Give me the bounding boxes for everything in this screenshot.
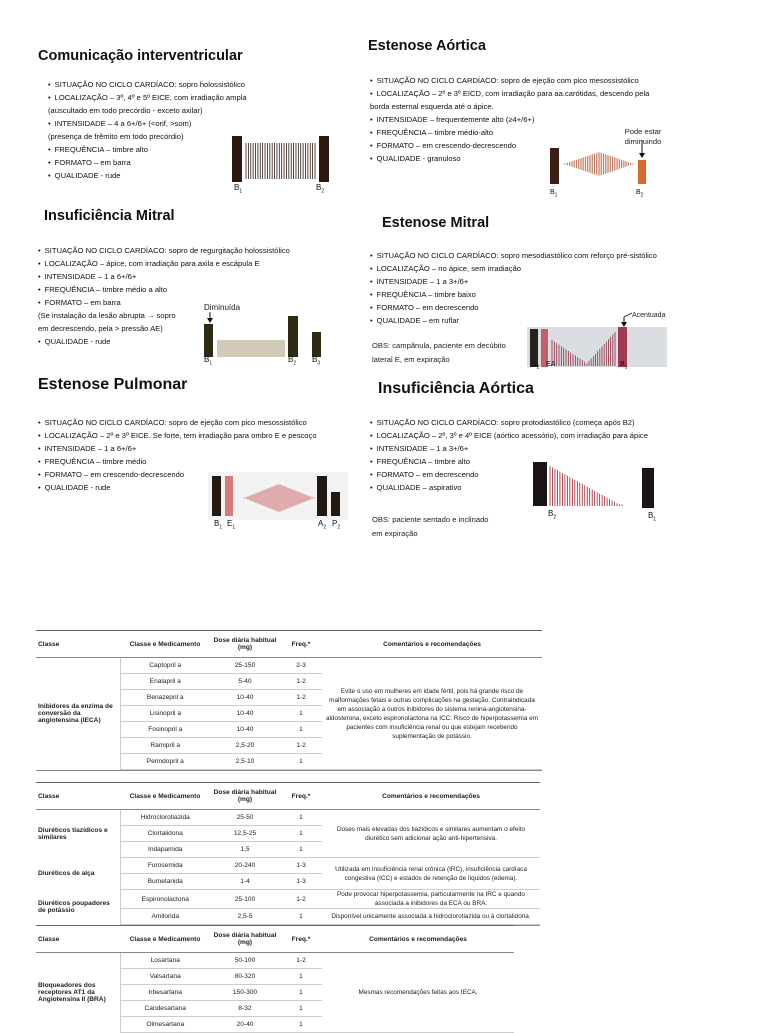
drug-dose: 12,5-25 (210, 826, 280, 842)
card-line: • QUALIDADE – aspirativo (370, 481, 648, 494)
label-b1: $B_1$ (234, 183, 243, 195)
label-a2: $A_2$ (318, 519, 327, 531)
obs-line-2: lateral E, em expiração (372, 355, 450, 364)
card-line: • LOCALIZAÇÃO – 2º, 3º e 4º EICE (aórtico acessório), com irradiação para ápice (370, 429, 648, 442)
drug-freq: 1 (280, 826, 322, 842)
card-iao (362, 376, 680, 546)
label-b1: $B_1$ (214, 519, 223, 531)
header-comentarios: Comentários e recomendações (322, 783, 540, 810)
drug-name: Candesartana (120, 1001, 210, 1017)
label-b2: $B_2$ (548, 509, 557, 521)
header-classe: Classe (36, 926, 120, 953)
header-dose: Dose diária habitual (mg) (210, 631, 280, 658)
drug-freq: 1 (280, 1001, 322, 1017)
card-line: em decrescendo, pela > pressão AE) (38, 324, 163, 333)
card-line: • FORMATO – em decrescendo (370, 468, 648, 481)
card-line: • SITUAÇÃO NO CICLO CARDÍACO: sopro de ejeção com pico mesossistólico (370, 74, 649, 87)
murmur-diagram (202, 312, 332, 357)
table-row (36, 810, 540, 826)
card-title: Estenose Mitral (382, 215, 490, 231)
table-ieca (36, 630, 542, 771)
drug-freq: 1 (280, 969, 322, 985)
drug-dose: 50-100 (210, 953, 280, 969)
drug-dose: 8-32 (210, 1001, 280, 1017)
comment-cell: Doses mais elevadas dos tiazídicos e similares aumentam o efeito diurético sem adicionar ação anti-hipertensiva. (322, 810, 540, 858)
card-line: • LOCALIZAÇÃO – ápice, com irradiação para axila e escápula E (38, 257, 290, 270)
drug-freq: 1-2 (280, 738, 322, 754)
drug-freq: 1-3 (280, 874, 322, 890)
header-medicamento: Classe e Medicamento (120, 926, 210, 953)
drug-name: Amilorida (120, 909, 210, 925)
class-cell: Diuréticos tiazídicos e similares (38, 826, 108, 841)
comment-cell: Evite o uso em mulheres em idade fértil, pois há grande risco de malformações fetais e outras complicações na gestação. Contraindicada em associação a outros inibidores do sistema renina-angiotensina-aldosterona, exceto espironolactona na ICC. Risco de hiperpotassemia em pacientes com insuficiência renal ou que estejam recebendo suplementação de potássio. (322, 658, 542, 770)
drug-freq: 1 (280, 985, 322, 1001)
card-civ (32, 42, 347, 202)
callout-line (624, 313, 632, 317)
drug-name: Hidroclorotiazida (120, 810, 210, 826)
header-freq: Freq.* (280, 783, 322, 810)
drug-freq: 1 (280, 842, 322, 858)
arrow-icon (207, 318, 213, 323)
drug-name: Captopril a (120, 658, 210, 674)
heart-sound-b1 (642, 468, 654, 508)
card-line: • INTENSIDADE – 1 a 3+/6+ (370, 442, 648, 455)
comment-cell: Utilizada em insuficiência renal crônica (IRC), insuficiência cardíaca congestiva (ICC) e estados de retenção de líquidos (edema). (322, 858, 540, 890)
header-dose: Dose diária habitual (mg) (210, 926, 280, 953)
drug-name: Bumetanida (120, 874, 210, 890)
card-line: • QUALIDADE - rude (38, 481, 317, 494)
drug-name: Clortalidona (120, 826, 210, 842)
table-header-row (36, 926, 514, 953)
card-title: Estenose Pulmonar (38, 376, 188, 393)
drug-freq: 1-3 (280, 858, 322, 874)
card-line: • SITUAÇÃO NO CICLO CARDÍACO: sopro holossistólico (48, 78, 247, 91)
drug-dose: 2,5-20 (210, 738, 280, 754)
class-cell: Diuréticos de alça (38, 870, 95, 877)
drug-freq: 2-3 (280, 658, 322, 674)
card-line: • SITUAÇÃO NO CICLO CARDÍACO: sopro de ejeção com pico mesossistólico (38, 416, 317, 429)
arrow-icon (639, 153, 645, 158)
comment-cell: Pode provocar hiperpotassemia, particularmente na IRC e quando associada a inibidores da ECA ou BRA. (322, 890, 540, 909)
card-eao (362, 34, 667, 199)
card-line: • FREQUÊNCIA – timbre baixo (370, 288, 657, 301)
card-line: • FREQUÊNCIA – timbre alto (370, 455, 648, 468)
drug-dose: 1-4 (210, 874, 280, 890)
card-ep (32, 372, 350, 542)
drug-name: Valsartana (120, 969, 210, 985)
label-b1: $B_1$ (620, 361, 628, 371)
card-line: (presença de frêmito em todo precórdio) (48, 132, 184, 141)
card-line: • QUALIDADE – em ruflar (370, 314, 657, 327)
card-line: • QUALIDADE - granuloso (370, 152, 649, 165)
drug-dose: 2,5-10 (210, 754, 280, 770)
card-line: • FORMATO – em barra (38, 296, 290, 309)
drug-freq: 1-2 (280, 953, 322, 969)
drug-name: Enalapril a (120, 674, 210, 690)
label-ea: EA (546, 361, 556, 368)
comment-cell: Mesmas recomendações feitas aos IECA. (322, 953, 514, 1033)
card-line: • FREQUÊNCIA – timbre alto (48, 143, 247, 156)
card-line: • SITUAÇÃO NO CICLO CARDÍACO: sopro de regurgitação holossistólico (38, 244, 290, 257)
card-line: • INTENSIDADE – 4 a 6+/6+ (<orif, >som) (48, 117, 247, 130)
drug-dose: 25-150 (210, 658, 280, 674)
drug-dose: 1,5 (210, 842, 280, 858)
heart-sound-p2 (331, 492, 340, 516)
card-line: • QUALIDADE - rude (48, 169, 247, 182)
card-line: • FORMATO – em barra (48, 156, 247, 169)
callout-text: Pode estar diminuindo (624, 127, 662, 146)
card-line: • LOCALIZAÇÃO – 2º e 3º EICE. Se forte, tem irradiação para ombro E e pescoço (38, 429, 317, 442)
murmur-diagram (548, 148, 648, 188)
heart-sound-b1 (204, 324, 213, 357)
card-line: • QUALIDADE - rude (38, 335, 290, 348)
heart-sound-b1 (550, 148, 559, 184)
header-comentarios: Comentários e recomendações (322, 631, 542, 658)
drug-name: Olmesartana (120, 1017, 210, 1033)
arrow-icon (621, 322, 627, 327)
drug-freq: 1 (280, 722, 322, 738)
card-title: Insuficiência Aórtica (378, 380, 534, 397)
murmur-diagram (527, 313, 667, 371)
label-b2: $B_2$ (316, 183, 325, 195)
drug-dose: 10-40 (210, 706, 280, 722)
heart-sound-b1 (212, 476, 221, 516)
header-dose: Dose diária habitual (mg) (210, 783, 280, 810)
drug-freq: 1 (280, 810, 322, 826)
card-title: Estenose Aórtica (368, 38, 486, 54)
table-row (36, 953, 514, 969)
heart-sound-b2 (533, 462, 547, 506)
obs-line-1: OBS: campânula, paciente em decúbito (372, 341, 506, 350)
card-line: • LOCALIZAÇÃO – 2º e 3º EICD, com irradiação para aa.carótidas, descendo pela (370, 87, 649, 100)
header-freq: Freq.* (280, 926, 322, 953)
card-line: (Se instalação da lesão abrupta → sopro (38, 311, 176, 320)
class-cell: Inibidores da enzima de conversão da angiotensina (IECA) (38, 703, 113, 725)
card-line: • SITUAÇÃO NO CICLO CARDÍACO: sopro protodiastólico (começa após B2) (370, 416, 648, 429)
drug-name: Irbesartana (120, 985, 210, 1001)
header-freq: Freq.* (280, 631, 322, 658)
drug-dose: 10-40 (210, 722, 280, 738)
obs-line-2: em expiração (372, 529, 418, 538)
drug-name: Fosinopril a (120, 722, 210, 738)
card-line: • INTENSIDADE – 1 a 3+/6+ (370, 275, 657, 288)
table-row (36, 658, 542, 674)
drug-dose: 20-240 (210, 858, 280, 874)
heart-sound-b3 (312, 332, 321, 357)
drug-name: Furosemida (120, 858, 210, 874)
table-bra (36, 925, 514, 1033)
card-em (362, 205, 672, 375)
card-line: • INTENSIDADE – frequentemente alto (≥4+/6+) (370, 113, 649, 126)
heart-sound-a2 (317, 476, 327, 516)
table-row (36, 890, 540, 909)
drug-freq: 1-2 (280, 674, 322, 690)
drug-name: Benazepril a (120, 690, 210, 706)
murmur-diagram (530, 462, 670, 512)
drug-freq: 1 (280, 1017, 322, 1033)
table-header-row (36, 783, 540, 810)
class-cell: Diuréticos poupadores de potássio (38, 900, 110, 914)
card-line: • FREQUÊNCIA – timbre médio-alto (370, 126, 649, 139)
label-p2: $P_2$ (332, 519, 341, 531)
drug-name: Ramipril a (120, 738, 210, 754)
header-medicamento: Classe e Medicamento (120, 631, 210, 658)
drug-dose: 150-300 (210, 985, 280, 1001)
drug-name: Lisinopril a (120, 706, 210, 722)
card-line: • INTENSIDADE – 1 a 6+/6+ (38, 442, 317, 455)
card-im (32, 200, 347, 370)
card-line: • FORMATO – em crescendo-decrescendo (370, 139, 649, 152)
drug-dose: 25-100 (210, 890, 280, 909)
label-b2: $B_2$ (532, 361, 540, 371)
card-title: Comunicação interventricular (38, 48, 243, 64)
drug-name: Espironolactona (120, 890, 210, 909)
obs-line-1: OBS: paciente sentado e inclinado (372, 515, 489, 524)
header-classe: Classe (36, 783, 120, 810)
label-b1: $B_1$ (550, 189, 558, 199)
card-line: • INTENSIDADE – 1 a 6+/6+ (38, 270, 290, 283)
drug-name: Indapamida (120, 842, 210, 858)
callout-text: Acentuada (632, 312, 666, 319)
heart-sound-b2 (319, 136, 329, 182)
card-line: • FORMATO – em crescendo-decrescendo (38, 468, 317, 481)
drug-dose: 20-40 (210, 1017, 280, 1033)
drug-freq: 1 (280, 909, 322, 925)
header-medicamento: Classe e Medicamento (120, 783, 210, 810)
table-header-row (36, 631, 542, 658)
drug-dose: 5-40 (210, 674, 280, 690)
table-row (36, 858, 540, 874)
card-line: • FREQUÊNCIA – timbre médio (38, 455, 317, 468)
class-cell: Bloqueadores dos receptores AT1 da Angiotensina II (BRA) (38, 982, 106, 1004)
heart-sound-e1 (225, 476, 233, 516)
callout-text: Diminuída (204, 303, 241, 312)
comment-cell: Disponível unicamente associada à hidroclorotiazida ou à clortalidona. (322, 909, 540, 925)
label-b2: $B_2$ (288, 355, 297, 367)
card-line: borda esternal esquerda até o ápice. (370, 102, 494, 111)
table-diureticos (36, 782, 540, 926)
drug-name: Perindopril a (120, 754, 210, 770)
label-e1: $E_1$ (227, 519, 236, 531)
drug-freq: 1 (280, 706, 322, 722)
card-line: • LOCALIZAÇÃO – 3º, 4º e 5º EICE, com irradiação ampla (48, 91, 247, 104)
header-classe: Classe (36, 631, 120, 658)
drug-dose: 2,5-5 (210, 909, 280, 925)
label-b1: $B_1$ (648, 511, 657, 523)
drug-dose: 80-320 (210, 969, 280, 985)
card-title: Insuficiência Mitral (44, 208, 175, 224)
card-line: • FORMATO – em decrescendo (370, 301, 657, 314)
drug-freq: 1-2 (280, 690, 322, 706)
heart-sound-b1 (232, 136, 242, 182)
drug-name: Losartana (120, 953, 210, 969)
card-line: • FREQUÊNCIA – timbre médio a alto (38, 283, 290, 296)
card-line: • SITUAÇÃO NO CICLO CARDÍACO: sopro mesodiastólico com reforço pré-sistólico (370, 249, 657, 262)
card-line: (auscultado em todo precórdio - exceto axilar) (48, 106, 203, 115)
drug-freq: 1-2 (280, 890, 322, 909)
murmur-diagram (208, 474, 348, 520)
heart-sound-b2 (288, 316, 298, 357)
card-list (48, 78, 247, 182)
drug-dose: 25-50 (210, 810, 280, 826)
label-b2: $B_2$ (636, 189, 644, 199)
heart-sound-b2 (638, 160, 646, 184)
drug-freq: 1 (280, 754, 322, 770)
header-comentarios: Comentários e recomendações (322, 926, 514, 953)
drug-dose: 10-40 (210, 690, 280, 706)
label-b3: $B_3$ (312, 355, 321, 367)
card-line: • LOCALIZAÇÃO – no ápice, sem irradiação (370, 262, 657, 275)
label-b1: $B_1$ (204, 355, 213, 367)
